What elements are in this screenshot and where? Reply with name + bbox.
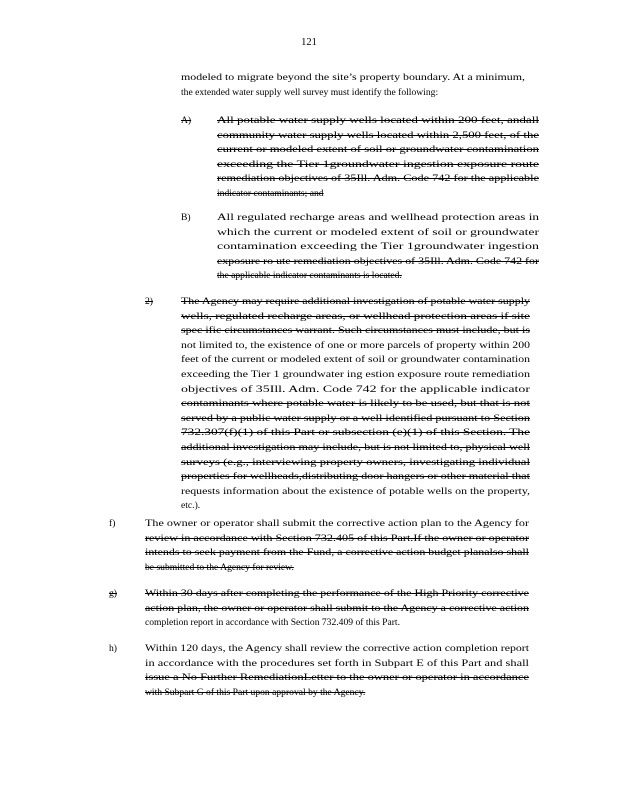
item-h-line: Within 120 days, the Agency shall review the corrective action completion report: [145, 643, 529, 654]
item-h-line: issue a No Further RemediationLetter to the owner or operator in accordance: [145, 672, 529, 684]
item-b-line: All regulated recharge areas and wellhead protection areas in: [217, 212, 539, 223]
item-f-label: f): [109, 518, 116, 529]
item-f-line: The owner or operator shall submit the corrective action plan to the Agency for: [145, 518, 529, 529]
item-f-line: be submitted to the Agency for review.: [145, 561, 294, 573]
intro-line: modeled to migrate beyond the site’s property boundary. At a minimum,: [181, 72, 525, 83]
item-f-line: review in accordance with Section 732.405 of this Part.If the owner or operator: [145, 532, 529, 544]
item-2-line: feet of the current or modeled extent of soil or groundwater contamination: [181, 354, 530, 366]
page-number: 121: [301, 37, 317, 48]
intro-line: the extended water supply well survey must identify the following:: [181, 86, 439, 98]
item-2-line: properties for wellheads,distributing door hangers or other material that: [181, 471, 530, 483]
item-2-line: spec ific circumstances warrant. Such circumstances must include, but is: [181, 325, 530, 337]
item-2-line: The Agency may require additional investigation of potable water supply: [181, 296, 530, 307]
item-a-line: remediation objectives of 35Ill. Adm. Code 742 for the applicable: [217, 173, 539, 185]
item-f-line: intends to seek payment from the Fund, a corrective action budget planalso shall: [145, 547, 529, 559]
item-a-line: indicator contaminants; and: [217, 188, 324, 199]
item-a-line: All potable water supply wells located within 200 feet, andall: [217, 115, 539, 126]
item-g-line: Within 30 days after completing the performance of the High Priority corrective: [145, 588, 529, 599]
item-h-label: h): [109, 643, 117, 654]
item-2-line: 732.307(f)(1) of this Part or subsection (e)(1) of this Section. The: [181, 427, 530, 439]
item-2-line: etc.).: [181, 500, 201, 512]
item-2-line: served by a public water supply or a well identified pursuant to Section: [181, 412, 530, 424]
item-a-line: exceeding the Tier 1groundwater ingestion exposure route: [217, 158, 539, 170]
item-b-label: B): [181, 212, 191, 223]
item-b-line: the applicable indicator contaminants is located.: [217, 270, 402, 282]
item-2-line: requests information about the existence of potable wells on the property,: [181, 485, 530, 497]
item-2-line: wells, regulated recharge areas, or wellhead protection areas if site: [181, 310, 530, 322]
item-2-line: not limited to, the existence of one or more parcels of property within 200: [181, 339, 530, 351]
item-b-line: exposure ro ute remediation objectives of 35Ill. Adm. Code 742 for: [217, 255, 539, 267]
item-g-label: g): [109, 588, 117, 599]
item-g-line: action plan, the owner or operator shall submit to the Agency a corrective action: [145, 602, 529, 614]
item-2-line: surveys (e.g., interviewing property owners, investigating individual: [181, 456, 530, 468]
item-2-label: 2): [145, 296, 153, 307]
item-2-line: objectives of 35Ill. Adm. Code 742 for the applicable indicator: [181, 383, 530, 395]
item-a-line: community water supply wells located within 2,500 feet, of the: [217, 129, 539, 141]
item-h-line: in accordance with the procedures set forth in Subpart E of this Part and shall: [145, 657, 529, 669]
item-h-line: with Subpart G of this Part upon approval by the Agency.: [145, 686, 366, 698]
item-a-line: current or modeled extent of soil or groundwater contamination: [217, 144, 539, 156]
item-g-line: completion report in accordance with Section 732.409 of this Part.: [145, 617, 400, 629]
item-2-line: exceeding the Tier 1 groundwater ing estion exposure route remediation: [181, 369, 530, 380]
item-a-label: A): [181, 115, 192, 126]
item-b-line: which the current or modeled extent of soil or groundwater: [217, 226, 539, 238]
item-2-line: contaminants where potable water is likely to be used, but that is not: [181, 398, 530, 410]
item-2-line: additional investigation may include, but is not limited to, physical well: [181, 442, 530, 453]
item-b-line: contamination exceeding the Tier 1groundwater ingestion: [217, 241, 539, 253]
